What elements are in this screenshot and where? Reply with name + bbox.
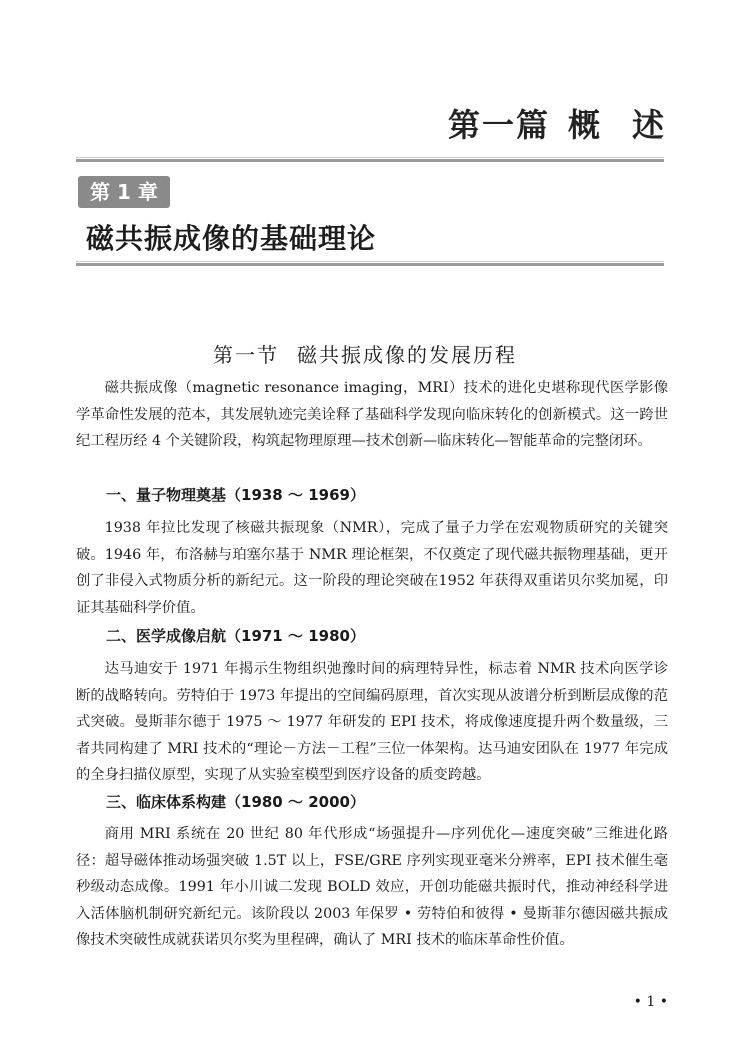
section-title-text: 磁共振成像的发展历程 bbox=[297, 343, 517, 367]
part-word-2: 述 bbox=[631, 106, 666, 144]
section-number: 第一节 bbox=[213, 343, 279, 367]
part-title bbox=[448, 100, 666, 146]
chapter-title: 磁共振成像的基础理论 bbox=[86, 222, 377, 255]
subsection-heading-3: 三、临床体系构建（1980 ～ 2000） bbox=[106, 793, 365, 811]
subsection-paragraph-1: 1938 年拉比发现了核磁共振现象（NMR），完成了量子力学在宏观物质研究的关键突破。1946 年，布洛赫与珀塞尔基于 NMR 理论框架，不仅奠定了现代磁共振物理基础，更开创了非侵入式物质分析的新纪元。这一阶段的理论突破在1952 年获得双重诺贝尔奖加冕，印证其基础科学价值。 bbox=[76, 520, 668, 616]
subsection-heading-1: 一、量子物理奠基（1938 ～ 1969） bbox=[106, 486, 365, 504]
section-title bbox=[0, 339, 730, 368]
bottom-divider bbox=[76, 261, 664, 266]
page-number: • 1 • bbox=[633, 994, 668, 1010]
top-divider bbox=[76, 157, 664, 162]
chapter-badge: 第 1 章 bbox=[78, 176, 170, 208]
intro-paragraph: 磁共振成像（magnetic resonance imaging，MRI）技术的进化史堪称现代医学影像学革命性发展的范本，其发展轨迹完美诠释了基础科学发现向临床转化的创新模式。这一跨世纪工程历经 4 个关键阶段，构筑起物理原理—技术创新—临床转化—智能革命的完整闭环。 bbox=[76, 380, 668, 449]
subsection-paragraph-2: 达马迪安于 1971 年揭示生物组织弛豫时间的病理特异性，标志着 NMR 技术向医学诊断的战略转向。劳特伯于 1973 年提出的空间编码原理，首次实现从波谱分析到断层成像的范式突破。曼斯菲尔德于 1975 ～ 1977 年研发的 EPI 技术，将成像速度提升两个数量级，三者共同构建了 MRI 技术的“理论－方法－工程”三位一体架构。达马迪安团队在 1977 年完成的全身扫描仪原型，实现了从实验室模型到医疗设备的质变跨越。 bbox=[76, 661, 668, 783]
subsection-heading-2: 二、医学成像启航（1971 ～ 1980） bbox=[106, 627, 365, 645]
subsection-paragraph-3: 商用 MRI 系统在 20 世纪 80 年代形成“场强提升—序列优化—速度突破”三维进化路径：超导磁体推动场强突破 1.5T 以上，FSE/GRE 序列实现亚毫米分辨率，EPI 技术催生毫秒级动态成像。1991 年小川诚二发现 BOLD 效应，开创功能磁共振时代，推动神经科学进入活体脑机制研究新纪元。该阶段以 2003 年保罗 • 劳特伯和彼得 • 曼斯菲尔德因磁共振成像技术突破性成就获诺贝尔奖为里程碑，确认了 MRI 技术的临床革命性价值。 bbox=[76, 826, 668, 948]
part-word-1: 概 bbox=[567, 106, 602, 144]
part-label: 第一篇 bbox=[447, 106, 550, 144]
